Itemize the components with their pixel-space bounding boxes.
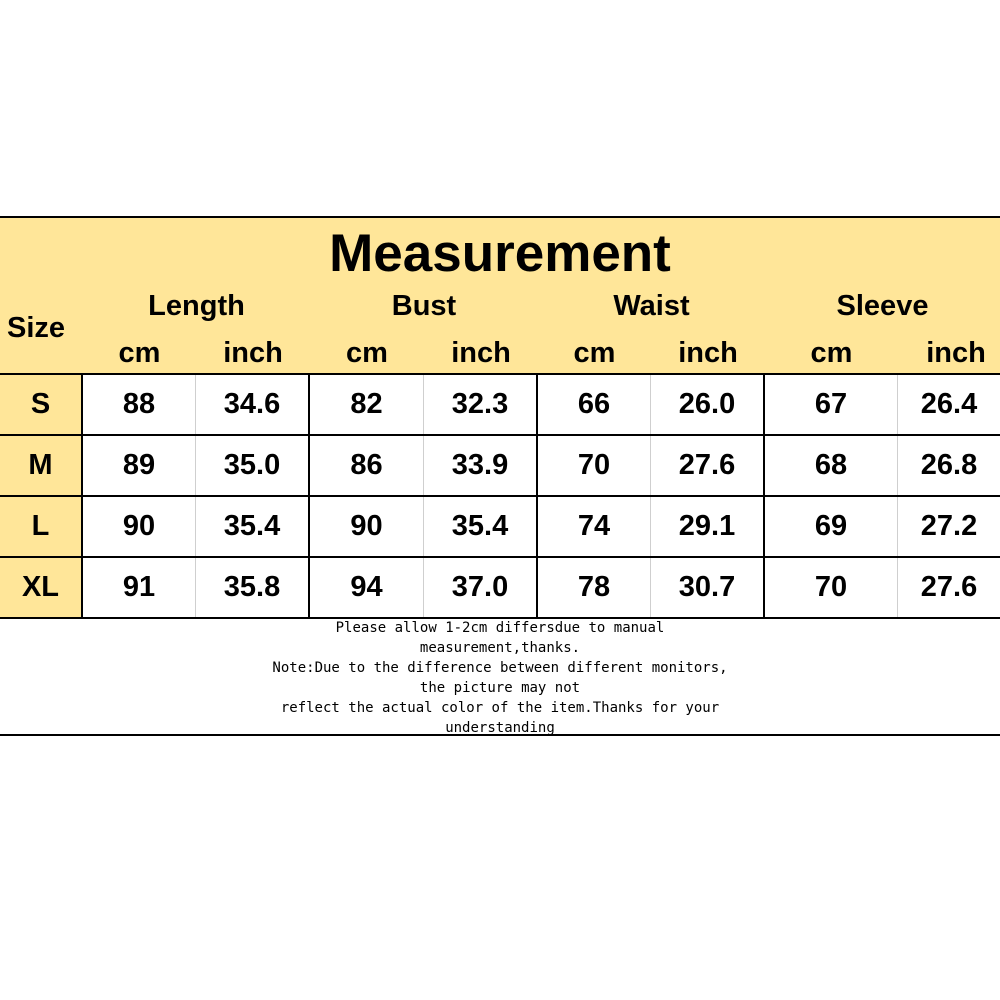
value-cell: 30.7 — [651, 558, 765, 617]
value-cell: 26.0 — [651, 375, 765, 434]
group-header-waist: Waist — [613, 290, 690, 322]
note-line: understanding — [445, 720, 555, 736]
group-header-length: Length — [148, 290, 245, 322]
size-chart — [0, 216, 1000, 736]
value-cell: 35.0 — [196, 436, 310, 495]
unit-header: cm — [346, 337, 388, 369]
value-cell: 70 — [538, 436, 651, 495]
table-row — [0, 497, 1000, 558]
table-row — [0, 375, 1000, 436]
value-cell: 32.3 — [424, 375, 538, 434]
size-cell: S — [0, 375, 83, 434]
value-cell: 35.4 — [196, 497, 310, 556]
value-cell: 66 — [538, 375, 651, 434]
size-cell: M — [0, 436, 83, 495]
unit-header: cm — [810, 337, 853, 369]
value-cell: 37.0 — [424, 558, 538, 617]
size-cell: L — [0, 497, 83, 556]
disclaimer-note — [0, 618, 1000, 734]
value-cell: 74 — [538, 497, 651, 556]
table-row — [0, 558, 1000, 619]
unit-header: inch — [451, 337, 511, 369]
value-cell: 91 — [83, 558, 196, 617]
note-line: Please allow 1-2cm differsdue to manual — [335, 620, 665, 636]
value-cell: 35.4 — [424, 497, 538, 556]
note-line: reflect the actual color of the item.Thanks for your — [280, 700, 720, 716]
size-cell: XL — [0, 558, 83, 617]
value-cell: 94 — [310, 558, 424, 617]
value-cell: 27.2 — [920, 510, 978, 542]
value-cell: 33.9 — [424, 436, 538, 495]
note-line: the picture may not — [419, 680, 581, 696]
group-header-bust: Bust — [391, 290, 457, 322]
note-line: measurement,thanks. — [419, 640, 581, 656]
unit-header: inch — [926, 337, 986, 369]
value-cell: 82 — [310, 375, 424, 434]
group-header-sleeve: Sleeve — [836, 290, 929, 322]
unit-header: inch — [223, 337, 283, 369]
value-cell: 89 — [83, 436, 196, 495]
value-cell: 70 — [765, 558, 898, 617]
value-cell: 35.8 — [196, 558, 310, 617]
note-line: Note:Due to the difference between different monitors, — [272, 660, 728, 676]
value-cell: 88 — [83, 375, 196, 434]
value-cell: 29.1 — [651, 497, 765, 556]
table-header — [0, 218, 1000, 373]
value-cell: 68 — [765, 436, 898, 495]
value-cell: 27.6 — [920, 571, 978, 603]
value-cell: 27.6 — [651, 436, 765, 495]
size-column-header: Size — [6, 312, 66, 344]
value-cell: 26.8 — [920, 449, 978, 481]
value-cell: 86 — [310, 436, 424, 495]
value-cell: 90 — [83, 497, 196, 556]
value-cell: 26.4 — [920, 388, 978, 420]
measurement-grid — [0, 373, 1000, 618]
value-cell: 69 — [765, 497, 898, 556]
unit-header: cm — [118, 337, 161, 369]
value-cell: 78 — [538, 558, 651, 617]
unit-header: inch — [678, 337, 738, 369]
value-cell: 90 — [310, 497, 424, 556]
table-row — [0, 436, 1000, 497]
chart-title: Measurement — [329, 224, 671, 283]
unit-header: cm — [573, 337, 616, 369]
value-cell: 67 — [765, 375, 898, 434]
value-cell: 34.6 — [196, 375, 310, 434]
